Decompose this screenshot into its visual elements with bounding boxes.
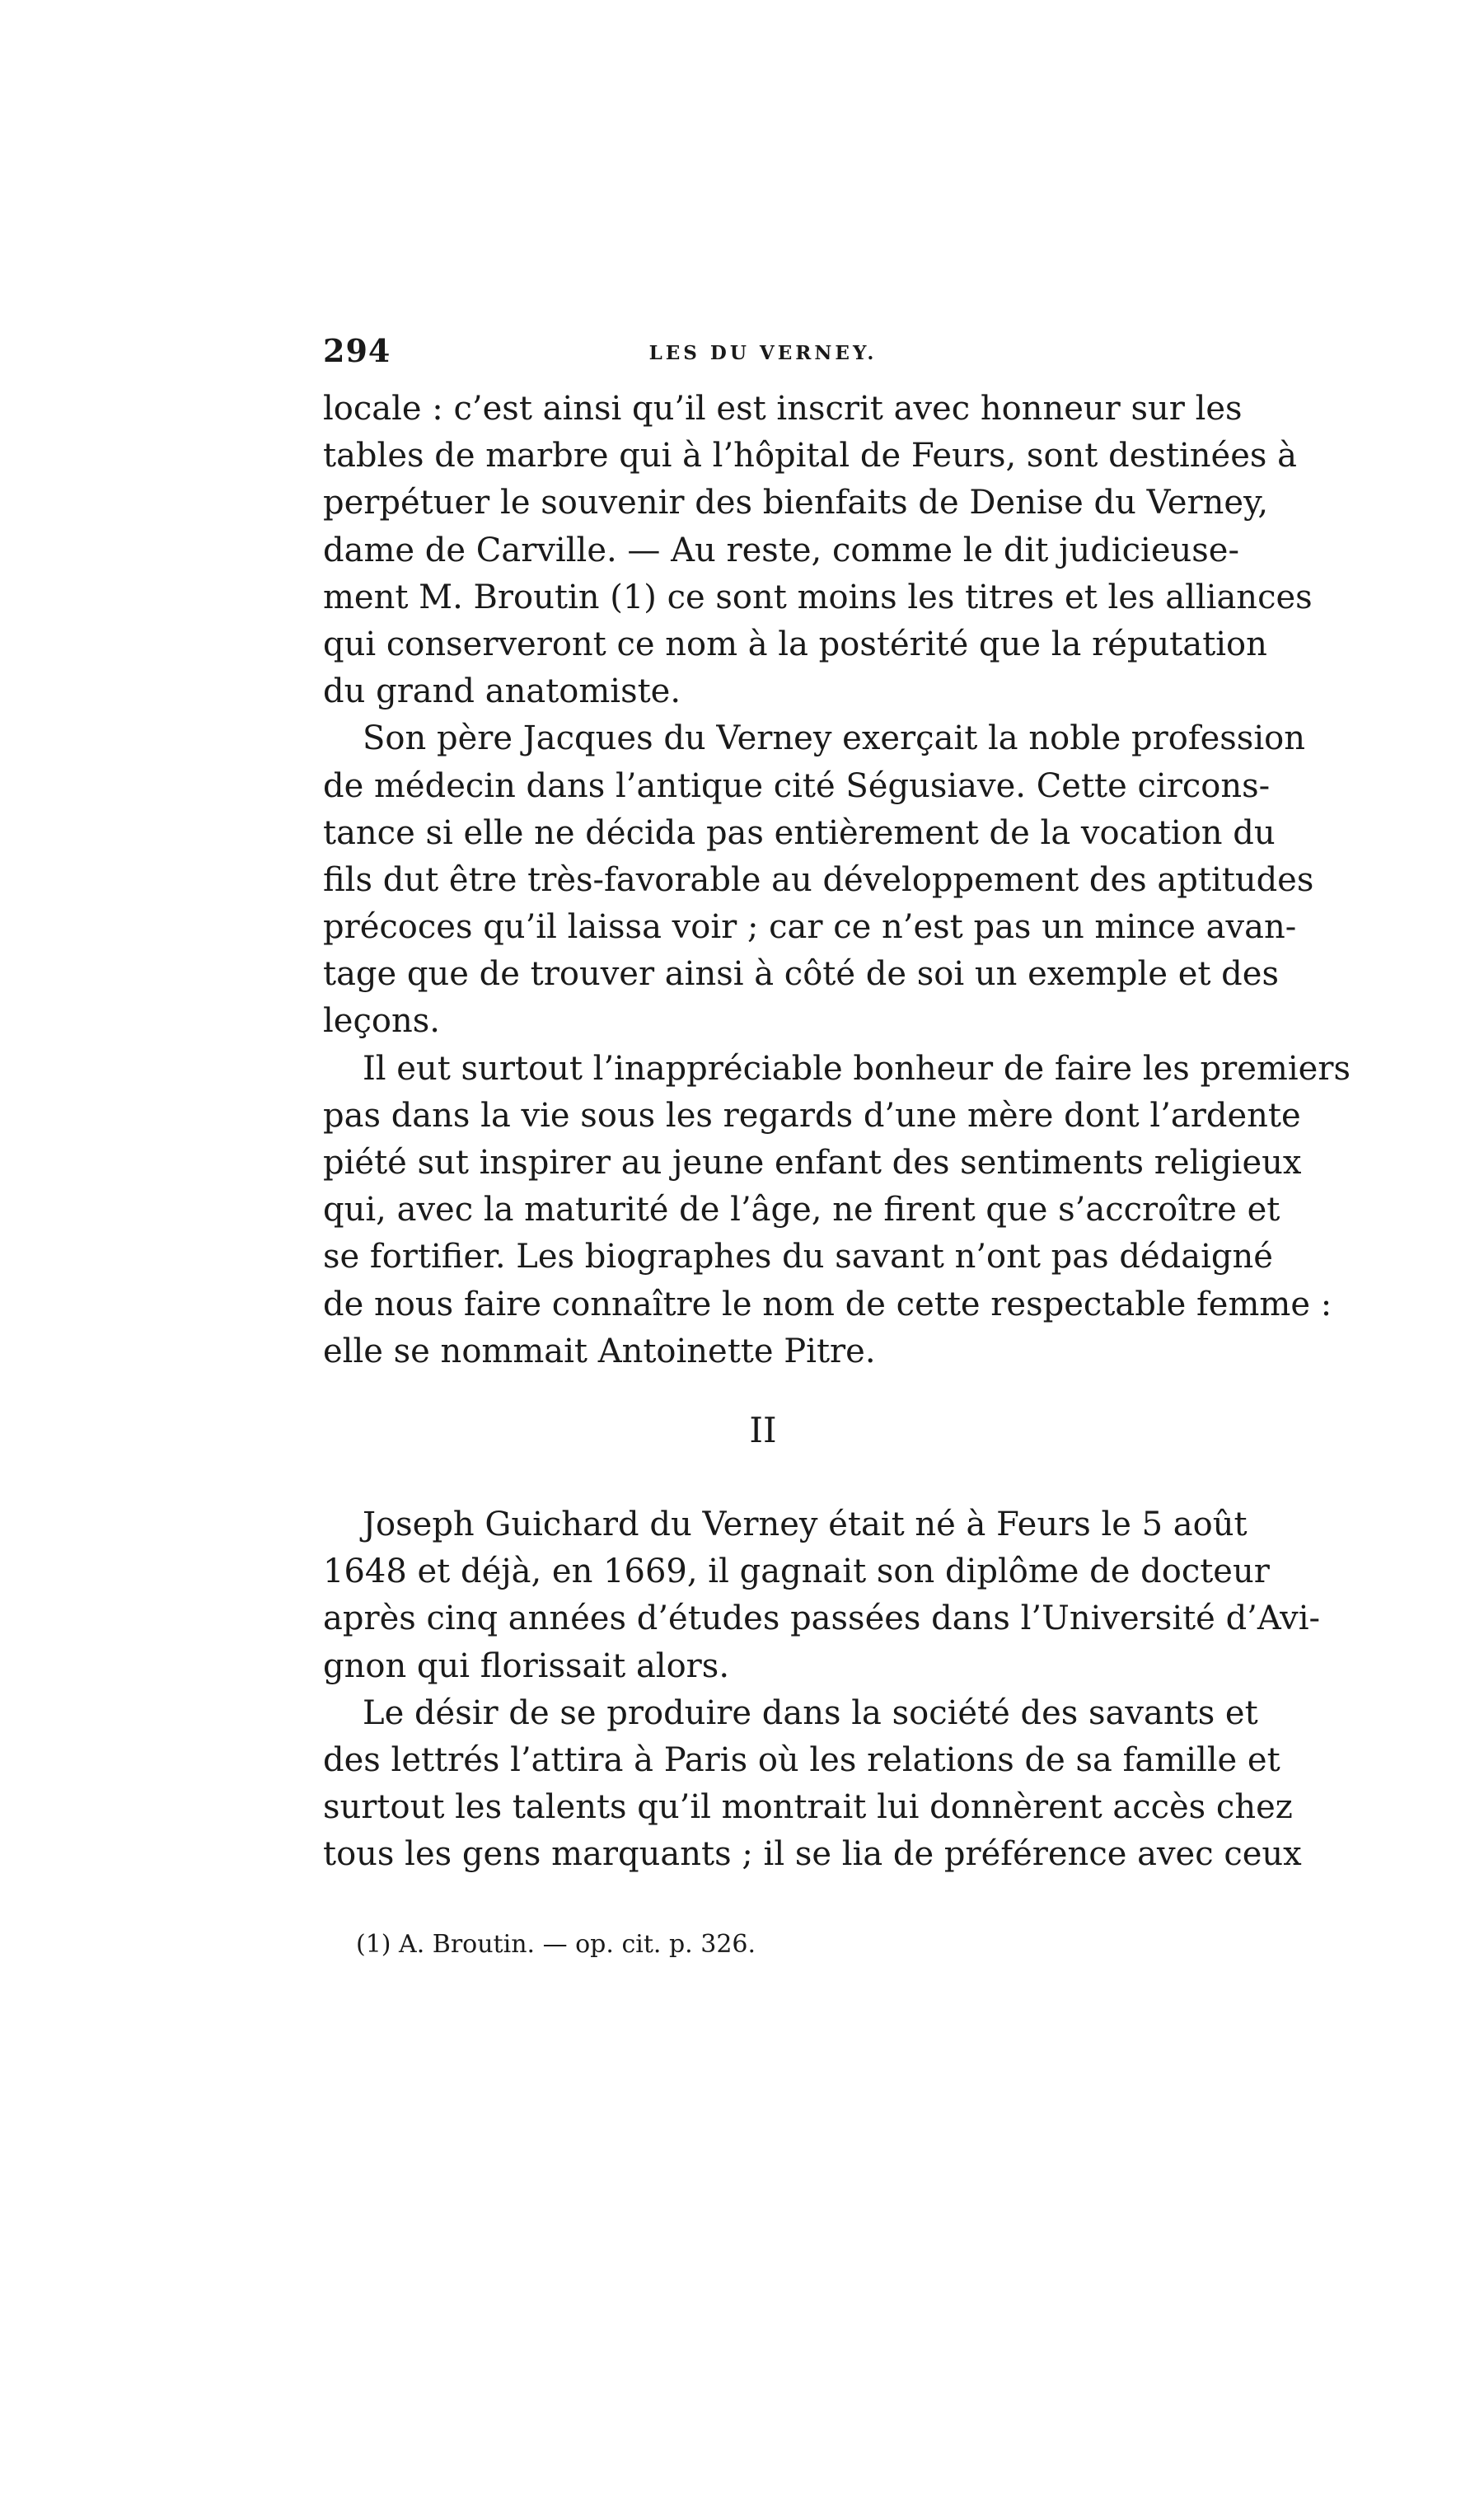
text-line: gnon qui florissait alors.	[323, 1646, 730, 1685]
section-heading: II	[749, 1410, 777, 1450]
text-line: Son père Jacques du Verney exerçait la noble profession	[363, 719, 1305, 758]
paragraph	[323, 1046, 1351, 1375]
paragraph	[323, 386, 1313, 715]
text-line: tage que de trouver ainsi à côté de soi un exemple et des	[323, 955, 1279, 994]
text-line: surtout les talents qu’il montrait lui donnèrent accès chez	[323, 1788, 1293, 1827]
text-line: tous les gens marquants ; il se lia de préférence avec ceux	[323, 1835, 1302, 1874]
text-line: qui conserveront ce nom à la postérité que la réputation	[323, 625, 1267, 663]
text-line: tables de marbre qui à l’hôpital de Feurs, sont destinées à	[323, 437, 1297, 475]
running-title: LES DU VERNEY.	[648, 342, 878, 364]
text-line: des lettrés l’attira à Paris où les relations de sa famille et	[323, 1740, 1280, 1779]
text-line: après cinq années d’études passées dans l’Université d’Avi-	[323, 1599, 1321, 1638]
text-line: de nous faire connaître le nom de cette respectable femme :	[323, 1285, 1332, 1323]
text-line: Joseph Guichard du Verney était né à Feurs le 5 août	[363, 1506, 1248, 1543]
text-line: se fortifier. Les biographes du savant n’ont pas dédaigné	[323, 1238, 1273, 1276]
page-header	[323, 328, 1203, 377]
text-line: Il eut surtout l’inappréciable bonheur de faire les premiers	[363, 1049, 1351, 1088]
footnote: (1) A. Broutin. — op. cit. p. 326.	[356, 1930, 756, 1959]
paragraph	[323, 1501, 1321, 1690]
text-line: piété sut inspirer au jeune enfant des sentiments religieux	[323, 1144, 1302, 1182]
text-line: Le désir de se produire dans la société des savants et	[363, 1693, 1258, 1732]
text-line: de médecin dans l’antique cité Ségusiave. Cette circons-	[323, 766, 1271, 805]
text-line: leçons.	[323, 1002, 440, 1041]
text-line: dame de Carville. — Au reste, comme le dit judicieuse-	[323, 531, 1239, 569]
text-line: elle se nommait Antoinette Pitre.	[323, 1332, 876, 1370]
page-number: 294	[323, 332, 391, 369]
text-line: tance si elle ne décida pas entièrement de la vocation du	[323, 813, 1276, 852]
body-text-bottom	[323, 1501, 1321, 1879]
text-line: qui, avec la maturité de l’âge, ne firent que s’accroître et	[323, 1191, 1280, 1229]
text-line: ment M. Broutin (1) ce sont moins les titres et les alliances	[323, 578, 1313, 616]
paragraph	[323, 715, 1314, 1045]
text-line: du grand anatomiste.	[323, 672, 681, 711]
text-line: perpétuer le souvenir des bienfaits de Denise du Verney,	[323, 484, 1269, 522]
text-line: précoces qu’il laissa voir ; car ce n’est pas un mince avan-	[323, 908, 1297, 947]
text-line: locale : c’est ainsi qu’il est inscrit avec honneur sur les	[323, 390, 1243, 428]
paragraph	[323, 1690, 1302, 1879]
text-line: fils dut être très-favorable au développement des aptitudes	[323, 860, 1314, 899]
body-text-top	[323, 386, 1351, 1375]
text-line: pas dans la vie sous les regards d’une mère dont l’ardente	[323, 1096, 1301, 1135]
text-line: 1648 et déjà, en 1669, il gagnait son diplôme de docteur	[323, 1553, 1270, 1591]
